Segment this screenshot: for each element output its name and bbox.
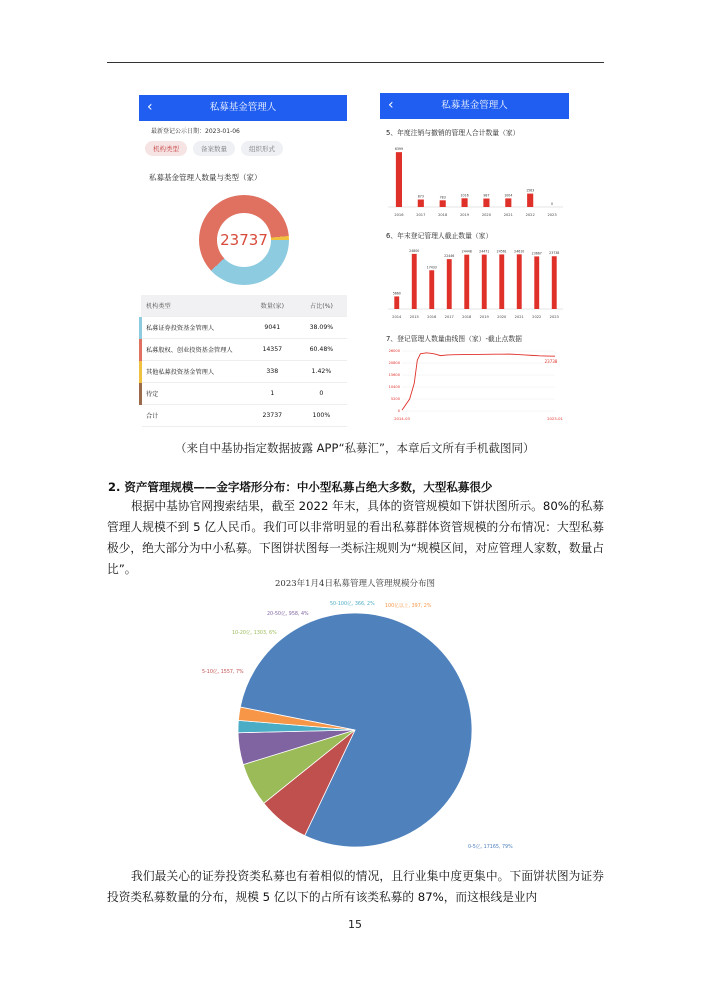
col-header-share: 占比(%) [296, 295, 347, 317]
pie-slice-label: 100亿以上, 397, 2% [385, 604, 432, 609]
row-count: 23737 [249, 405, 296, 427]
row-type: 私募股权、创业投资基金管理人 [141, 339, 249, 361]
app-title: 私募基金管理人 [209, 102, 277, 113]
manager-type-donut [199, 195, 289, 285]
bar-value-label: 783 [439, 195, 446, 200]
x-tick-label: 2022 [532, 315, 542, 319]
y-tick-label: 20800 [388, 361, 400, 366]
row-type: 其他私募投资基金管理人 [141, 361, 249, 383]
header-rule [107, 62, 604, 63]
bar-value-label: 24561 [496, 249, 507, 254]
row-count: 9041 [249, 317, 296, 339]
bar [505, 198, 511, 207]
bar-value-label: 24448 [461, 249, 472, 254]
x-tick-label: 2017 [416, 213, 426, 217]
bar [412, 254, 417, 309]
x-tick-label: 2022 [525, 213, 535, 217]
bar [527, 194, 533, 207]
year-end-managers-bar-chart [380, 241, 569, 323]
bar [447, 259, 452, 309]
x-tick-label: 2018 [462, 315, 472, 319]
col-header-type: 机构类型 [141, 295, 249, 317]
pie-slice-label: 50-100亿, 366, 2% [330, 602, 375, 607]
bar-value-label: 23667 [531, 251, 542, 256]
bar-value-label: 0 [551, 202, 554, 206]
chart7-title: 7、登记管理人数量曲线图（家）-截止点数据 [386, 335, 522, 343]
bar-value-label: 24610 [514, 249, 525, 254]
page-number: 15 [348, 918, 362, 931]
latest-date: 最新登记公示日期：2023-01-06 [151, 128, 240, 135]
table-row [141, 361, 348, 383]
x-tick-label: 2019 [459, 213, 470, 217]
table-row-total [141, 405, 348, 427]
section-title: 私募基金管理人数量与类型（家） [149, 173, 262, 182]
back-arrow-icon[interactable]: ‹ [147, 99, 153, 115]
bar [552, 256, 557, 309]
paragraph-2: 我们最关心的证券投资类私募也有着相似的情况，且行业集中度更集中。下面饼状图为证券投资类私募数量的分布，规模 5 亿以下的占所有该类私募的 87%，而这根线是业内 [107, 869, 604, 904]
pie-slice-label: 0-5亿, 17165, 79% [468, 845, 513, 850]
series-line [402, 353, 555, 410]
bar [534, 256, 539, 309]
bar-value-label: 1004 [504, 193, 513, 198]
row-count: 1 [249, 383, 296, 405]
y-tick-label: 10400 [388, 385, 400, 390]
bar [394, 296, 399, 309]
app-header [380, 93, 569, 119]
x-tick-label: 2021 [514, 315, 524, 319]
right-app-screenshot [380, 93, 569, 425]
bar [429, 270, 434, 309]
row-type: 合计 [141, 405, 249, 427]
bar-value-label: 6399 [394, 147, 403, 152]
bar [462, 198, 468, 207]
row-count: 14357 [249, 339, 296, 361]
x-tick-label: 2020 [497, 315, 507, 319]
bar [483, 199, 489, 207]
bar-value-label: 23738 [549, 251, 560, 256]
x-tick-label: 2021 [503, 213, 513, 217]
row-share: 100% [296, 405, 347, 427]
row-count: 338 [249, 361, 296, 383]
bar [517, 254, 522, 309]
pie-slice-label: 5-10亿, 1557, 7% [202, 670, 244, 675]
app-title: 私募基金管理人 [441, 100, 508, 111]
bar-value-label: 17433 [426, 265, 437, 270]
bar-value-label: 1016 [460, 193, 469, 198]
y-tick-label: 26000 [388, 349, 400, 354]
aum-distribution-pie-chart [150, 590, 560, 860]
x-tick-label: 2014 [392, 315, 402, 319]
chart6-title: 6、年末登记管理人截止数量（家） [386, 232, 493, 240]
row-share: 0 [296, 383, 347, 405]
row-share: 38.09% [296, 317, 347, 339]
tab-institution-type[interactable]: 机构类型 [145, 141, 187, 156]
table-row [141, 383, 348, 405]
bar-value-label: 873 [417, 194, 424, 199]
y-tick-label: 5200 [390, 397, 400, 402]
x-tick-label: 2015 [409, 315, 419, 319]
managers-line-chart [380, 343, 569, 423]
bar-value-label: 5660 [392, 291, 401, 296]
x-tick-label: 2016 [394, 213, 404, 217]
row-type: 待定 [141, 383, 249, 405]
pie-slice-label: 20-50亿, 958, 4% [267, 612, 309, 617]
app-header [139, 95, 347, 121]
tab-org-form[interactable]: 组织形式 [241, 141, 283, 156]
chart5-title: 5、年度注销与撤销的管理人合计数量（家） [386, 129, 520, 137]
y-tick-label: 15600 [388, 373, 400, 378]
x-tick-label: 2023 [547, 213, 557, 217]
x-tick-label: 2023 [549, 315, 559, 319]
bar-value-label: 24471 [479, 249, 490, 254]
row-share: 60.48% [296, 339, 347, 361]
annual-cancellations-bar-chart [380, 139, 569, 221]
bar [499, 254, 504, 309]
back-arrow-icon[interactable]: ‹ [388, 97, 394, 113]
y-tick-label: 0 [397, 409, 400, 414]
pie-chart-title: 2023年1月4日私募管理人管理规模分布图 [275, 579, 435, 589]
x-tick-label: 2016 [427, 315, 437, 319]
bar [396, 152, 402, 207]
table-header-row [141, 295, 348, 317]
bar [418, 200, 424, 207]
x-tick-label: 2019 [479, 315, 489, 319]
bar-value-label: 22446 [444, 254, 455, 259]
pie-slice-label: 10-20亿, 1303, 6% [232, 631, 277, 636]
end-value-label: 23738 [544, 359, 558, 365]
bar-value-label: 1563 [526, 188, 535, 193]
figure-caption: （来自中基协指定数据披露 APP“私募汇”，本章后文所有手机截图同） [175, 441, 535, 455]
row-type: 私募证券投资基金管理人 [141, 317, 249, 339]
bar [464, 255, 469, 309]
manager-type-table [139, 295, 347, 427]
col-header-count: 数量(家) [249, 295, 296, 317]
bar-value-label: 987 [483, 193, 490, 198]
table-row [141, 317, 348, 339]
x-end-label: 2023-01 [547, 416, 563, 421]
x-tick-label: 2017 [444, 315, 454, 319]
x-start-label: 2014-03 [394, 416, 410, 421]
bar [440, 200, 446, 207]
section-heading: 2. 资产管理规模——金字塔形分布：中小型私募占绝大多数，大型私募很少 [108, 480, 493, 494]
x-tick-label: 2018 [438, 213, 448, 217]
tab-filing-count[interactable]: 备案数量 [193, 141, 235, 156]
table-row [141, 339, 348, 361]
paragraph-1: 根据中基协官网搜索结果，截至 2022 年末，具体的资管规模如下饼状图所示。80%的私募管理人规模不到 5 亿人民币。我们可以非常明显的看出私募群体资管规模的分布情况：大型私募极少，绝大部分为中小私募。下图饼状图每一类标注规则为“规模区间，对应管理人家数，数量占比”。 [107, 499, 604, 576]
donut-total: 23737 [217, 213, 271, 267]
tab-bar [145, 141, 347, 156]
x-tick-label: 2020 [481, 213, 492, 217]
row-share: 1.42% [296, 361, 347, 383]
bar [482, 255, 487, 309]
bar-value-label: 24800 [409, 248, 420, 253]
left-app-screenshot [139, 95, 347, 427]
